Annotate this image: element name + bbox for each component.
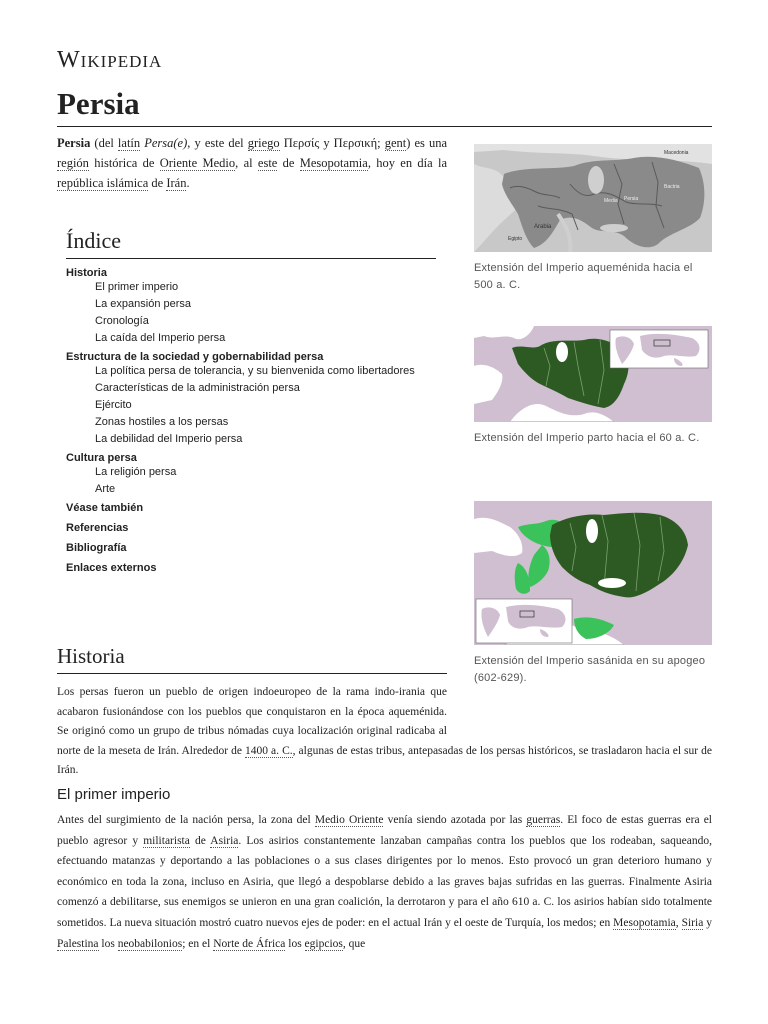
- paragraph-text: , que: [342, 937, 366, 950]
- toc-subsection-link[interactable]: La caída del Imperio persa: [95, 332, 226, 344]
- title-divider: [57, 126, 712, 127]
- map-label: Persia: [624, 196, 639, 202]
- map-sasanian-empire[interactable]: [474, 501, 712, 645]
- toc-subsection-link[interactable]: Cronología: [95, 315, 149, 327]
- intro-text: de: [148, 176, 167, 190]
- intro-text: Περσίς y Περσική;: [279, 136, 385, 150]
- paragraph-text: de: [189, 834, 211, 847]
- primer-imperio-paragraph: [57, 810, 712, 954]
- map-persian-gulf: [598, 578, 626, 588]
- map-label: Arabia: [534, 224, 552, 230]
- toc-section-link[interactable]: Cultura persa: [66, 452, 137, 464]
- historia-paragraph: [57, 683, 712, 781]
- intro-text: de: [277, 156, 300, 170]
- link-palestina[interactable]: Palestina: [57, 937, 99, 950]
- table-of-contents: [66, 228, 436, 576]
- link-1400-ac[interactable]: 1400 a. C.: [245, 744, 293, 757]
- paragraph-text: . El foco de estas guerras era el pueblo agresor y: [57, 814, 712, 847]
- toc-subsection-link[interactable]: Zonas hostiles a los persas: [95, 416, 229, 428]
- intro-text: ) es una: [406, 136, 448, 150]
- link-oriente-medio[interactable]: Oriente Medio: [159, 156, 236, 170]
- paragraph-text: y: [703, 916, 713, 929]
- intro-text: histórica de: [88, 156, 160, 170]
- toc-section-link[interactable]: Historia: [66, 267, 107, 279]
- figure-caption: Extensión del Imperio sasánida en su apogeo (602-629).: [474, 655, 706, 684]
- toc-section-link[interactable]: Referencias: [66, 522, 129, 534]
- figure-sasanian: [474, 501, 712, 687]
- map-caspian-sea: [588, 166, 604, 194]
- intro-text: (del: [90, 136, 118, 150]
- paragraph-text: los: [285, 937, 305, 950]
- float-spacer: [447, 683, 712, 723]
- paragraph-text: ; en el: [182, 937, 214, 950]
- intro-text: , y este del: [187, 136, 248, 150]
- paragraph-text: venía siendo azotada por las: [383, 814, 527, 826]
- intro-text: , hoy en día la: [367, 156, 448, 170]
- toc-subsection-link[interactable]: La política persa de tolerancia, y su bienvenida como libertadores: [95, 365, 415, 377]
- toc-subsection-link[interactable]: La religión persa: [95, 466, 177, 478]
- figure-caption: Extensión del Imperio aqueménida hacia el 500 a. C.: [474, 262, 693, 291]
- map-label: Bactria: [664, 184, 680, 190]
- toc-section-link[interactable]: Enlaces externos: [66, 562, 157, 574]
- map-persian-gulf: [600, 224, 628, 232]
- map-parthian-empire[interactable]: [474, 326, 712, 422]
- toc-section-link[interactable]: Bibliografía: [66, 542, 127, 554]
- toc-section-link[interactable]: Véase también: [66, 502, 144, 514]
- toc-subsection-link[interactable]: Arte: [95, 483, 116, 495]
- toc-section-link[interactable]: Estructura de la sociedad y gobernabilidad persa: [66, 351, 324, 363]
- toc-list: [66, 266, 436, 576]
- link-siria[interactable]: Siria: [681, 916, 704, 929]
- map-caspian-sea: [586, 519, 598, 543]
- link-region[interactable]: región: [57, 156, 89, 170]
- wikipedia-logo[interactable]: Wikipedia: [57, 47, 163, 73]
- link-norte-de-africa[interactable]: Norte de África: [213, 937, 286, 950]
- link-militarista[interactable]: militarista: [143, 834, 190, 847]
- link-mesopotamia[interactable]: Mesopotamia: [299, 156, 368, 170]
- link-mesopotamia[interactable]: Mesopotamia: [613, 916, 676, 929]
- toc-subsection-link[interactable]: La expansión persa: [95, 298, 192, 310]
- map-label: Egipto: [508, 236, 523, 242]
- link-este[interactable]: este: [257, 156, 278, 170]
- page-title: Persia: [57, 86, 140, 121]
- map-label: Media: [604, 198, 618, 204]
- link-asiria[interactable]: Asiria: [210, 834, 239, 847]
- toc-subsection-link[interactable]: El primer imperio: [95, 281, 179, 293]
- link-gent[interactable]: gent: [384, 136, 407, 150]
- map-caspian-sea: [556, 342, 568, 362]
- paragraph-text: Antes del surgimiento de la nación persa, la zona del: [57, 814, 315, 826]
- link-guerras[interactable]: guerras: [526, 814, 561, 826]
- toc-title: Índice: [66, 228, 121, 253]
- section-heading-historia: Historia: [57, 644, 125, 668]
- paragraph-text: los: [98, 937, 118, 950]
- toc-subsection-link[interactable]: Ejército: [95, 399, 132, 411]
- link-neobabilonios[interactable]: neobabilonios: [117, 937, 183, 950]
- paragraph-text: . Los asirios constantemente lanzaban campañas contra los pueblos que los rodeaban, saqueando, efectuando matanzas y deportando a las poblaciones o a sus clases dirigentes por lo menos. Esto provocó un gran deterioro humano y económico en toda la zona, incluso en Asiria, que llegó a despoblarse debido a las graves bajas sufridas en las guerras. Finalmente Asiria comenzó a debilitarse, sus enemigos se unieron en una gran coalición, la derrotaron y para el año 610 a. C. los asirios habían sido totalmente sometidos. La nueva situación mostró cuatro nuevos ejes de poder: en el actual Irán y el oeste de Turquía, los medos; en: [57, 834, 712, 929]
- intro-paragraph: [57, 133, 447, 193]
- paragraph-text: , algunas de estas tribus, antepasadas de los persas históricos, se trasladaron hacia el sur de Irán.: [57, 744, 712, 776]
- figure-caption: Extensión del Imperio parto hacia el 60 a. C.: [474, 432, 700, 444]
- link-republica-islamica[interactable]: república islámica: [57, 176, 149, 190]
- toc-divider: [66, 258, 436, 259]
- map-achaemenid-empire[interactable]: [474, 144, 712, 252]
- figure-achaemenid: [474, 144, 712, 294]
- link-iran[interactable]: Irán: [166, 176, 187, 190]
- toc-subsection-link[interactable]: Características de la administración persa: [95, 382, 300, 394]
- figure-parthian: [474, 326, 712, 447]
- section-divider: [57, 673, 447, 674]
- paragraph-text: Los persas fueron un pueblo de origen indoeuropeo de la rama indo-irania que acabaron fusionándose con los pueblos que conquistaron en la época aqueménida. Se originó como un grupo de tribus nómadas cuya localización original radicaba al norte de la meseta de Irán. Alrededor de: [57, 686, 447, 757]
- link-medio-oriente[interactable]: Medio Oriente: [314, 814, 384, 826]
- link-egipcios[interactable]: egipcios: [304, 937, 343, 950]
- link-latin[interactable]: latín: [117, 136, 141, 150]
- intro-bold-term: Persia: [57, 136, 91, 150]
- intro-text: .: [186, 176, 190, 190]
- toc-subsection-link[interactable]: La debilidad del Imperio persa: [95, 433, 243, 445]
- intro-italic-term: Persa(e): [144, 136, 188, 150]
- paragraph-text: ,: [675, 916, 682, 929]
- link-griego[interactable]: griego: [247, 136, 280, 150]
- intro-text: , al: [235, 156, 258, 170]
- subsection-heading-primer-imperio: El primer imperio: [57, 786, 171, 803]
- map-label: Macedonia: [664, 150, 689, 156]
